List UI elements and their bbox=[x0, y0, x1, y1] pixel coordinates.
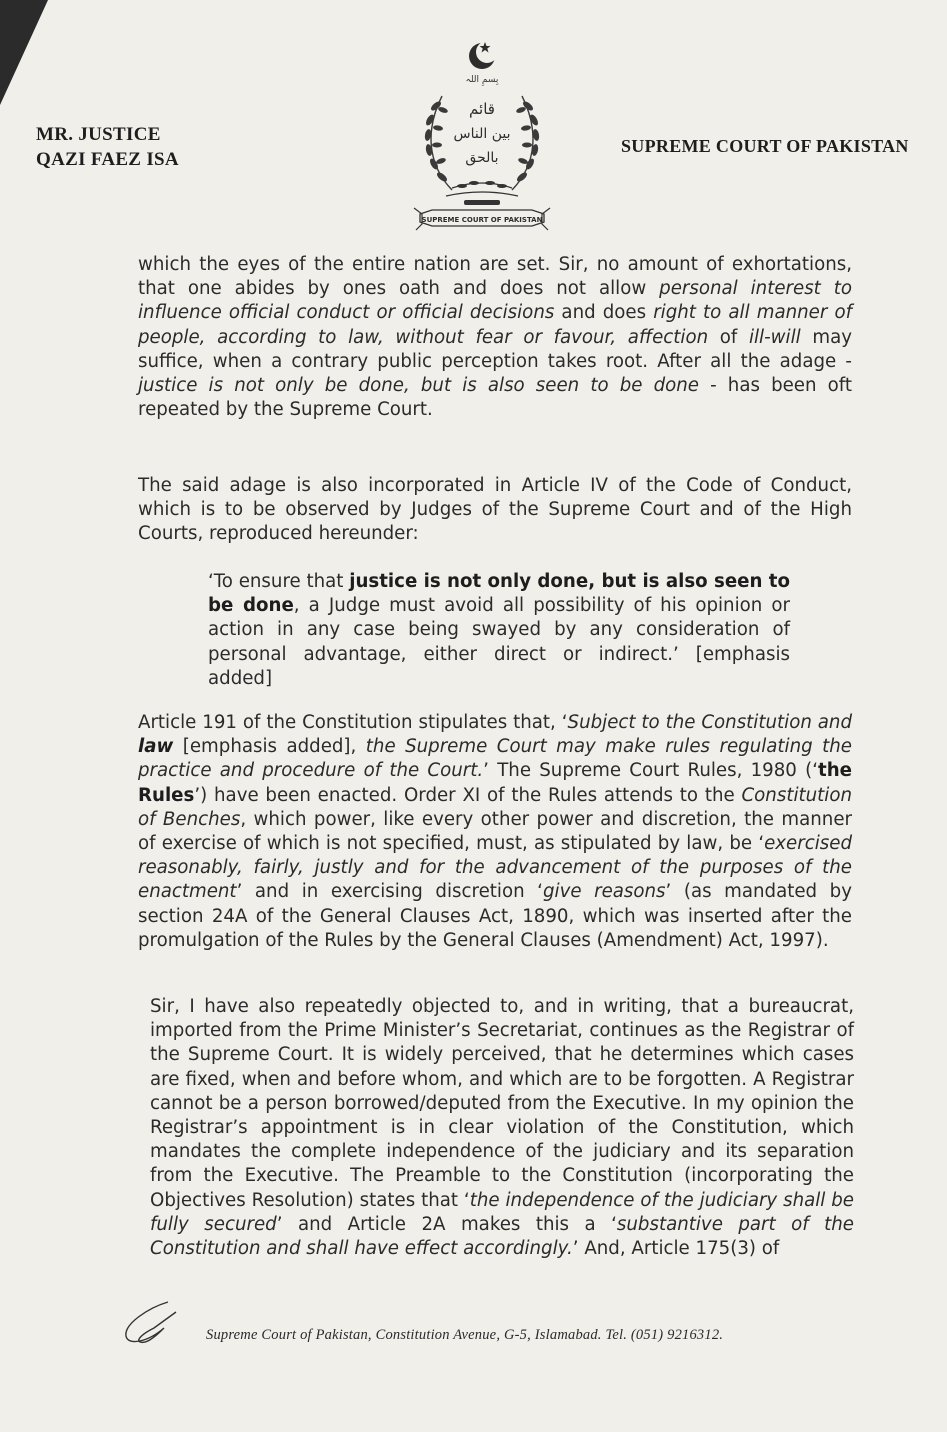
para1-text-3: of bbox=[708, 326, 749, 348]
para3-italic-5: give reasons bbox=[542, 881, 666, 903]
quote-text-2: , a Judge must avoid all possibility of his opinion or action in any case being swayed by any consideration of personal advantage, either direct or indirect.’ [emphasis added] bbox=[208, 595, 790, 689]
judge-name-block bbox=[36, 122, 179, 172]
paragraph-4 bbox=[150, 995, 854, 1261]
court-name: SUPREME COURT OF PAKISTAN bbox=[621, 136, 909, 156]
emblem-urdu-1: قائم bbox=[469, 100, 495, 118]
para3-text-7: ’ (as mandated by section 24A of the General Clauses Act, 1890, which was inserted after the promulgation of the Rules by the General Clauses (Amendment) Act, 1997). bbox=[138, 881, 852, 951]
emblem-ribbon-text: SUPREME COURT OF PAKISTAN bbox=[421, 216, 543, 224]
para3-text-4: ’) have been enacted. Order XI of the Rules attends to the bbox=[194, 784, 742, 806]
quote-bold: justice is not only done, but is also seen to be done bbox=[208, 571, 790, 617]
para4-text-3: ’ And, Article 175(3) of bbox=[572, 1238, 780, 1260]
footer-address: Supreme Court of Pakistan, Constitution Avenue, G-5, Islamabad. Tel. (051) 9216312. bbox=[206, 1327, 724, 1343]
emblem-urdu-top: بِسمِ اللہ bbox=[465, 75, 499, 85]
para1-italic-2: right to all manner of people, according to law, without fear or favour, affection bbox=[138, 302, 852, 348]
page-corner-shadow bbox=[0, 0, 48, 105]
quote-text-1: ‘To ensure that bbox=[208, 571, 350, 592]
para1-text-2: and does bbox=[554, 302, 654, 324]
para3-text-6: ’ and in exercising discretion ‘ bbox=[236, 881, 543, 903]
para4-text-2: ’ and Article 2A makes this a ‘ bbox=[276, 1213, 617, 1235]
paragraph-3 bbox=[138, 711, 852, 953]
para3-bold-rules: the Rules bbox=[138, 760, 852, 806]
para3-text-1: Article 191 of the Constitution stipulates that, ‘ bbox=[138, 712, 568, 733]
emblem-urdu-3: بالحق bbox=[465, 150, 499, 166]
para3-bold-law: law bbox=[138, 736, 174, 758]
para3-italic-1: Subject to the Constitution and bbox=[567, 712, 852, 733]
para3-text-3: ’ The Supreme Court Rules, 1980 (‘ bbox=[483, 760, 818, 782]
para3-italic-2: the Supreme Court may make rules regulating the practice and procedure of the Court. bbox=[138, 736, 852, 782]
para2-text: The said adage is also incorporated in Article IV of the Code of Conduct, which is to be observed by Judges of the Supreme Court and of the High Courts, reproduced hereunder: bbox=[138, 475, 852, 545]
para4-italic-2: substantive part of the Constitution and shall have effect accordingly. bbox=[150, 1213, 854, 1260]
para3-italic-3: Constitution of Benches bbox=[138, 784, 852, 830]
para1-italic-1: personal interest to influence official conduct or official decisions bbox=[138, 278, 852, 324]
para4-text-1: Sir, I have also repeatedly objected to, and in writing, that a bureaucrat, imported from the Prime Minister’s Secretariat, continues as the Registrar of the Supreme Court. It is widely perceived, that he determines which cases are fixed, when and before whom, and which are to be forgotten. A Registrar cannot be a person borrowed/deputed from the Executive. In my opinion the Registrar’s appointment is in clear violation of the Constitution, which mandates the complete independence of the judiciary and its separation from the Executive. The Preamble to the Constitution (incorporating the Objectives Resolution) states that ‘ bbox=[150, 996, 854, 1211]
para3-text-5: , which power, like every other power and discretion, the manner of exercise of which is not specified, must, as stipulated by law, be ‘ bbox=[138, 808, 852, 855]
code-of-conduct-quote bbox=[208, 570, 790, 691]
para1-italic-3: ill-will bbox=[748, 326, 801, 348]
judge-name: QAZI FAEZ ISA bbox=[36, 149, 179, 170]
para3-italic-4: exercised reasonably, fairly, justly and for the advancement of the purposes of the enactment bbox=[138, 833, 852, 903]
emblem-urdu-2: بین الناس bbox=[453, 126, 511, 142]
para4-italic-1: the independence of the judiciary shall be fully secured bbox=[150, 1189, 854, 1235]
para1-italic-4: justice is not only be done, but is also seen to be done bbox=[138, 375, 699, 397]
para1-text-5: - has been oft repeated by the Supreme Court. bbox=[138, 375, 852, 421]
paragraph-2 bbox=[138, 474, 852, 547]
initials-signature-icon bbox=[118, 1298, 180, 1350]
para3-text-2: [emphasis added], bbox=[173, 736, 366, 758]
para1-text: which the eyes of the entire nation are set. Sir, no amount of exhortations, that one abides by ones oath and does not allow bbox=[138, 254, 852, 300]
para1-text-4: may suffice, when a contrary public perception takes root. After all the adage - bbox=[138, 326, 852, 372]
paragraph-1 bbox=[138, 253, 852, 422]
supreme-court-emblem-icon bbox=[412, 38, 552, 233]
judge-title: MR. JUSTICE bbox=[36, 124, 161, 145]
